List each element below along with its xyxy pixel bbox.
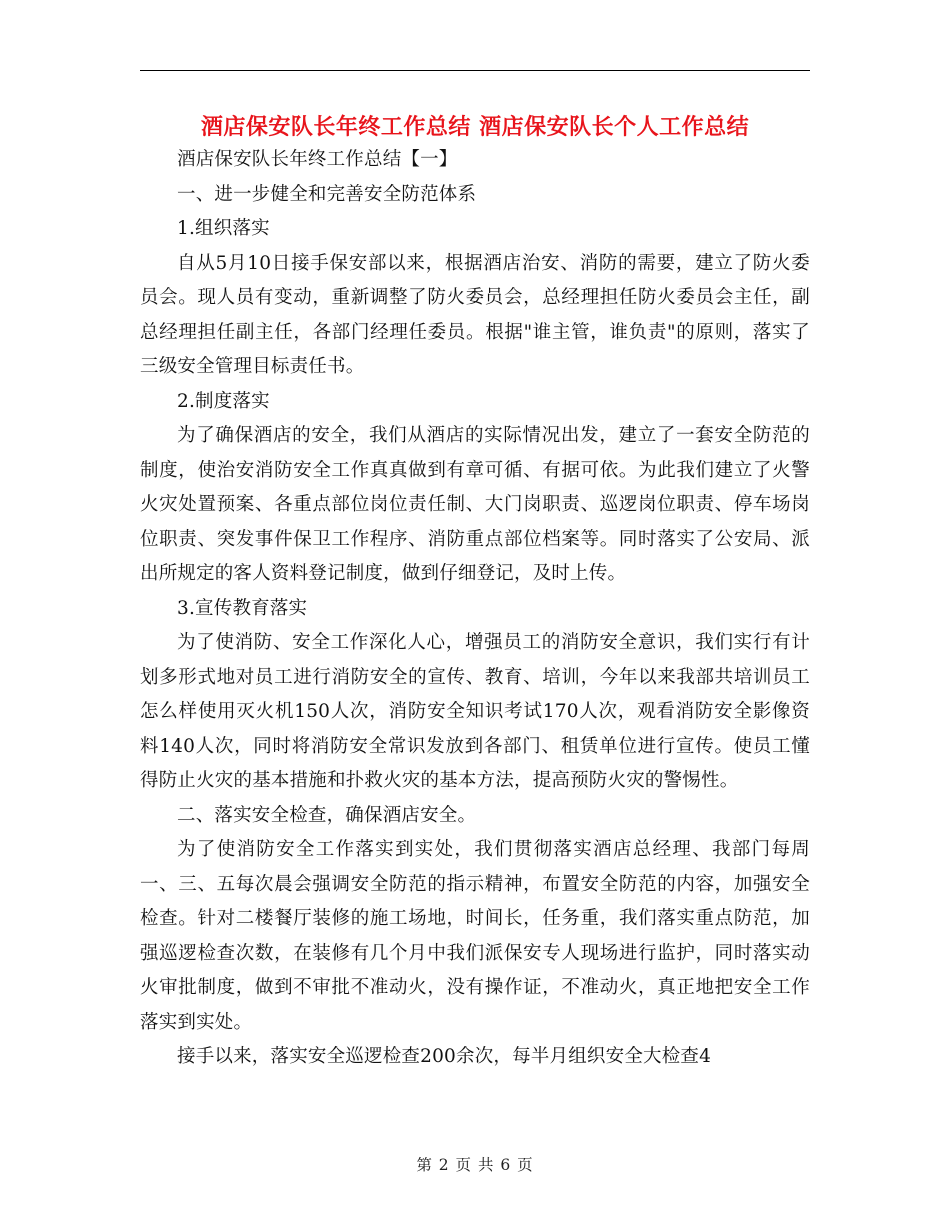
document-body [140, 143, 810, 1075]
page-footer: 第 2 页 共 6 页 [416, 1156, 534, 1174]
subsection-heading: 二、落实安全检查，确保酒店安全。 [177, 804, 477, 826]
body-paragraph: 为了使消防、安全工作深化人心，增强员工的消防安全意识，我们实行有计划多形式地对员工进行消防安全的宣传、教育、培训，今年以来我部共培训员工怎么样使用灭火机150人次，消防安全知识考试170人次，观看消防安全影像资料140人次，同时将消防安全常识发放到各部门、租赁单位进行宣传。使员工懂得防止火灾的基本措施和扑救火灾的基本方法，提高预防火灾的警惕性。 [140, 632, 810, 791]
subsection-heading: 一、进一步健全和完善安全防范体系 [177, 183, 477, 205]
body-paragraph: 接手以来，落实安全巡逻检查200余次，每半月组织安全大检查4 [177, 1046, 712, 1067]
body-paragraph: 为了确保酒店的安全，我们从酒店的实际情况出发，建立了一套安全防范的制度，使治安消防安全工作真真做到有章可循、有据可依。为此我们建立了火警火灾处置预案、各重点部位岗位责任制、大门岗职责、巡逻岗位职责、停车场岗位职责、突发事件保卫工作程序、消防重点部位档案等。同时落实了公安局、派出所规定的客人资料登记制度，做到仔细登记，及时上传。 [140, 425, 810, 584]
section-heading: 酒店保安队长年终工作总结【一】 [177, 149, 458, 170]
item-heading: 3.宣传教育落实 [177, 597, 308, 619]
item-heading: 1.组织落实 [177, 218, 270, 239]
header-rule [140, 70, 810, 71]
body-paragraph: 自从5月10日接手保安部以来，根据酒店治安、消防的需要，建立了防火委员会。现人员有变动，重新调整了防火委员会，总经理担任防火委员会主任，副总经理担任副主任，各部门经理任委员。根据"谁主管，谁负责"的原则，落实了三级安全管理目标责任书。 [140, 252, 810, 377]
body-paragraph: 为了使消防安全工作落实到实处，我们贯彻落实酒店总经理、我部门每周一、三、五每次晨会强调安全防范的指示精神，布置安全防范的内容，加强安全检查。针对二楼餐厅装修的施工场地，时间长，任务重，我们落实重点防范，加强巡逻检查次数，在装修有几个月中我们派保安专人现场进行监护，同时落实动火审批制度，做到不审批不准动火，没有操作证，不准动火，真正地把安全工作落实到实处。 [140, 839, 810, 1033]
item-heading: 2.制度落实 [177, 390, 270, 412]
document-title: 酒店保安队长年终工作总结 酒店保安队长个人工作总结 [200, 114, 750, 140]
